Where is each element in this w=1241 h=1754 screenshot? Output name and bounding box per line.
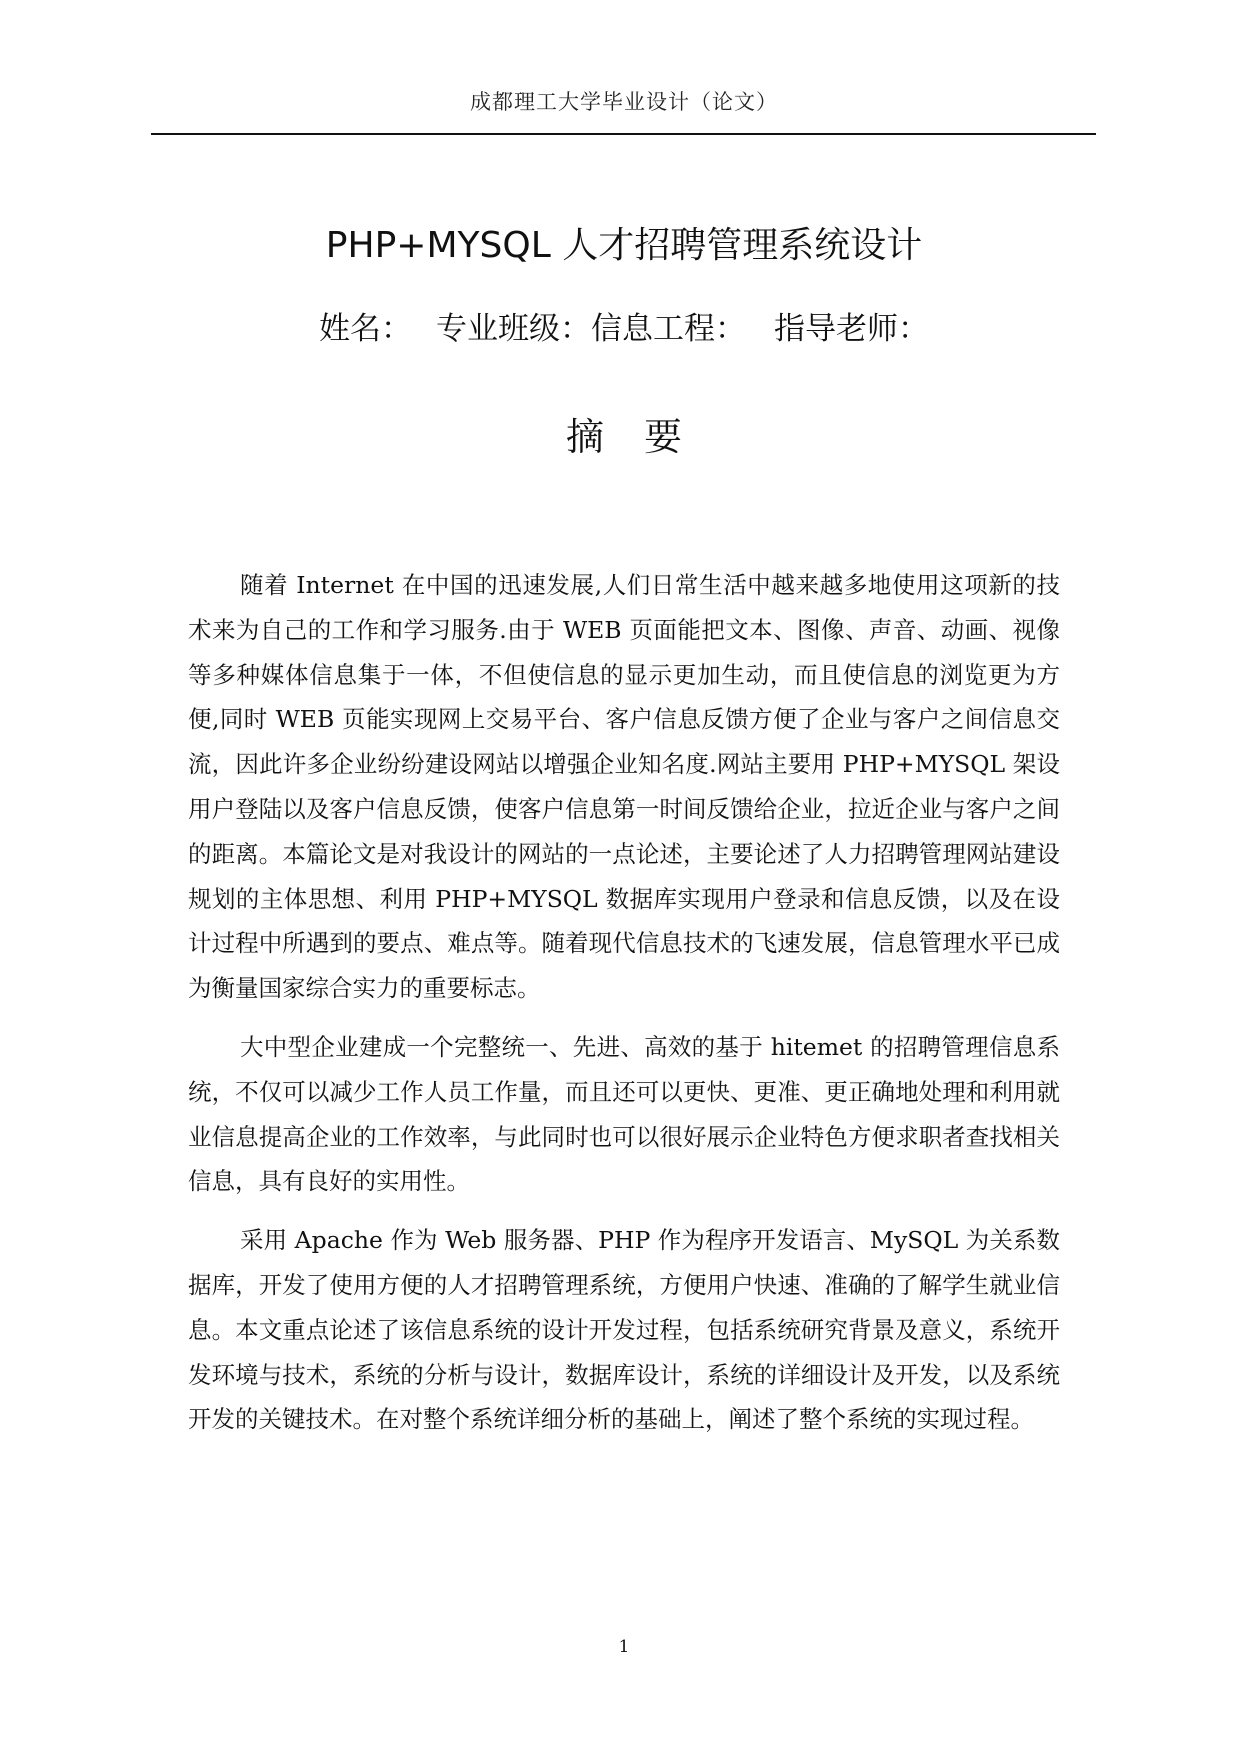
page-number: 1: [618, 1637, 630, 1657]
paper-title: PHP+MYSQL 人才招聘管理系统设计: [325, 225, 923, 266]
major-class-label: 专业班级：信息工程：: [436, 311, 746, 347]
advisor-label: 指导老师：: [774, 311, 929, 347]
author-line: [152, 308, 1096, 350]
abstract-paragraph-2: 大中型企业建成一个完整统一、先进、高效的基于 hitemet 的招聘管理信息系统，不仅可以减少工作人员工作量，而且还可以更快、更准、更正确地处理和利用就业信息提高企业的工作效率，与此同时也可以很好展示企业特色方便求职者查找相关信息，具有良好的实用性。: [188, 1032, 1060, 1196]
header-rule: [151, 133, 1096, 135]
running-header: 成都理工大学毕业设计（论文）: [470, 90, 778, 114]
abstract-paragraph-3: 采用 Apache 作为 Web 服务器、PHP 作为程序开发语言、MySQL 为关系数据库，开发了使用方便的人才招聘管理系统，方便用户快速、准确的了解学生就业信息。本文重点论述了该信息系统的设计开发过程，包括系统研究背景及意义，系统开发环境与技术，系统的分析与设计，数据库设计，系统的详细设计及开发，以及系统开发的关键技术。在对整个系统详细分析的基础上，阐述了整个系统的实现过程。: [188, 1226, 1060, 1434]
author-name-label: 姓名：: [319, 311, 412, 347]
abstract-heading: 摘要: [565, 415, 722, 459]
abstract-paragraph-1: 随着 Internet 在中国的迅速发展,人们日常生活中越来越多地使用这项新的技术来为自己的工作和学习服务.由于 WEB 页面能把文本、图像、声音、动画、视像等多种媒体信息集于一体，不但使信息的显示更加生动，而且使信息的浏览更为方便,同时 WEB 页能实现网上交易平台、客户信息反馈方便了企业与客户之间信息交流，因此许多企业纷纷建设网站以增强企业知名度.网站主要用 PHP+MYSQL 架设用户登陆以及客户信息反馈，使客户信息第一时间反馈给企业，拉近企业与客户之间的距离。本篇论文是对我设计的网站的一点论述，主要论述了人力招聘管理网站建设规划的主体思想、利用 PHP+MYSQL 数据库实现用户登录和信息反馈，以及在设计过程中所遇到的要点、难点等。随着现代信息技术的飞速发展，信息管理水平已成为衡量国家综合实力的重要标志。: [188, 571, 1060, 1003]
abstract-body: [188, 563, 1060, 1456]
